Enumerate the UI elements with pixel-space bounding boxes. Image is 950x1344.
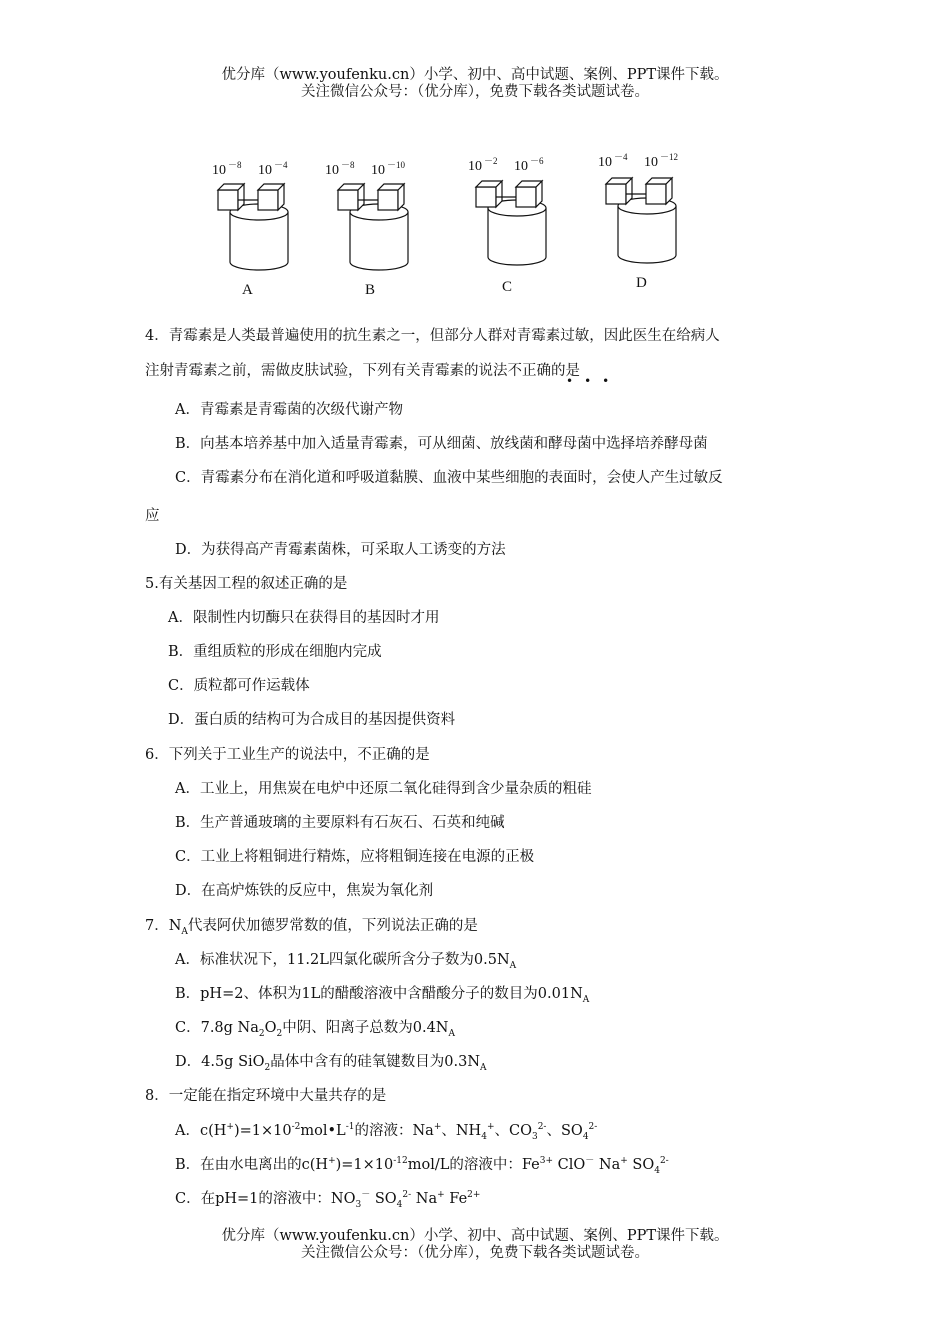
q5-option-a: A．限制性内切酶只在获得目的基因时才用 — [168, 610, 440, 626]
beaker-a-left-label: 10 $^{-8}$ — [212, 160, 242, 178]
q7-stem: 7．$N_A$代表阿伏加德罗常数的值，下列说法正确的是 — [145, 918, 478, 937]
q8-option-c: C．在pH=1的溶液中：$NO_3^-$ $SO_4^{2-}$ Na+ $Fe^{2+}$ — [175, 1190, 481, 1210]
beaker-d-drawing — [606, 178, 676, 263]
beaker-a-right-label: 10 $^{-4}$ — [258, 160, 288, 178]
q5-option-c: C．质粒都可作运载体 — [168, 678, 310, 694]
q4-stem-line-2: 注射青霉素之前，需做皮肤试验，下列有关青霉素的说法不正确的是 — [145, 363, 580, 379]
page-footer — [0, 1228, 950, 1262]
q4-stem-line-1: 4．青霉素是人类最普遍使用的抗生素之一，但部分人群对青霉素过敏，因此医生在给病人 — [145, 328, 720, 344]
header-line-1: 优分库（www.youfenku.cn）小学、初中、高中试题、案例、PPT课件下载。 — [221, 67, 729, 83]
beaker-d-left-label: 10 $^{-4}$ — [598, 152, 628, 170]
q6-option-a: A．工业上，用焦炭在电炉中还原二氧化硅得到含少量杂质的粗硅 — [175, 781, 592, 797]
q6-option-c: C．工业上将粗铜进行精炼，应将粗铜连接在电源的正极 — [175, 849, 535, 865]
q4-option-a: A．青霉素是青霉菌的次级代谢产物 — [175, 402, 403, 418]
q7-option-b: B．pH=2、体积为1L的醋酸溶液中含醋酸分子的数目为$0.01N_A$ — [175, 986, 590, 1005]
footer-line-1: 优分库（www.youfenku.cn）小学、初中、高中试题、案例、PPT课件下载。 — [221, 1228, 729, 1244]
beaker-c-left-label: 10 $^{-2}$ — [468, 156, 498, 174]
header-line-2: 关注微信公众号：（优分库），免费下载各类试题试卷。 — [301, 84, 649, 100]
q4-option-c-line-2: 应 — [145, 508, 160, 524]
beaker-c-right-label: 10 $^{-6}$ — [514, 156, 544, 174]
q8-option-a: A．$c(H^+)=1\times 10^{-2}mol•L^{-1}$的溶液：Na+、$NH_4^+$、$CO_3^{2-}$、$SO_4^{2-}$ — [175, 1122, 598, 1142]
q6-option-d: D．在高炉炼铁的反应中，焦炭为氧化剂 — [175, 883, 434, 899]
beaker-b-letter: B — [365, 282, 376, 298]
beaker-d-right-label: 10 $^{-12}$ — [644, 152, 679, 170]
q5-option-d: D．蛋白质的结构可为合成目的基因提供资料 — [168, 712, 456, 728]
beaker-d-letter: D — [636, 275, 647, 291]
footer-line-2: 关注微信公众号：（优分库），免费下载各类试题试卷。 — [301, 1245, 649, 1261]
beaker-a-letter: A — [242, 282, 253, 298]
beaker-b-left-label: 10 $^{-8}$ — [325, 160, 355, 178]
beaker-c-drawing — [476, 181, 546, 265]
q4-option-b: B．向基本培养基中加入适量青霉素，可从细菌、放线菌和酵母菌中选择培养酵母菌 — [175, 436, 708, 452]
q8-option-b: B．在由水电离出的$c(H^+)=1\times 10^{-12}mol/L$的溶液中：$Fe^{3+}$ ClO－ Na+ $SO_4^{2-}$ — [175, 1156, 669, 1176]
beaker-a-drawing — [218, 184, 288, 270]
q6-stem: 6．下列关于工业生产的说法中，不正确的是 — [145, 747, 430, 763]
q8-stem: 8．一定能在指定环境中大量共存的是 — [145, 1088, 387, 1104]
q7-option-a: A．标准状况下，11.2L四氯化碳所含分子数为$0.5N_A$ — [175, 952, 517, 971]
q4-option-d: D．为获得高产青霉素菌株，可采取人工诱变的方法 — [175, 542, 506, 558]
page-header — [0, 67, 950, 101]
q7-option-c: C．7.8g $Na_2O_2$中阴、阳离子总数为$0.4N_A$ — [175, 1020, 455, 1039]
q6-option-b: B．生产普通玻璃的主要原料有石灰石、石英和纯碱 — [175, 815, 505, 831]
beaker-b-right-label: 10 $^{-10}$ — [371, 160, 406, 178]
q4-option-c-line-1: C．青霉素分布在消化道和呼吸道黏膜、血液中某些细胞的表面时，会使人产生过敏反 — [175, 470, 723, 486]
q7-option-d: D．4.5g SiO$_2$晶体中含有的硅氧键数目为$0.3N_A$ — [175, 1054, 487, 1073]
beaker-figure — [200, 150, 720, 305]
q5-stem: 5.有关基因工程的叙述正确的是 — [145, 576, 348, 592]
beaker-b-drawing — [338, 184, 408, 270]
beaker-c-letter: C — [502, 279, 513, 295]
emphasis-dots: ••• — [566, 374, 621, 388]
q5-option-b: B．重组质粒的形成在细胞内完成 — [168, 644, 382, 660]
